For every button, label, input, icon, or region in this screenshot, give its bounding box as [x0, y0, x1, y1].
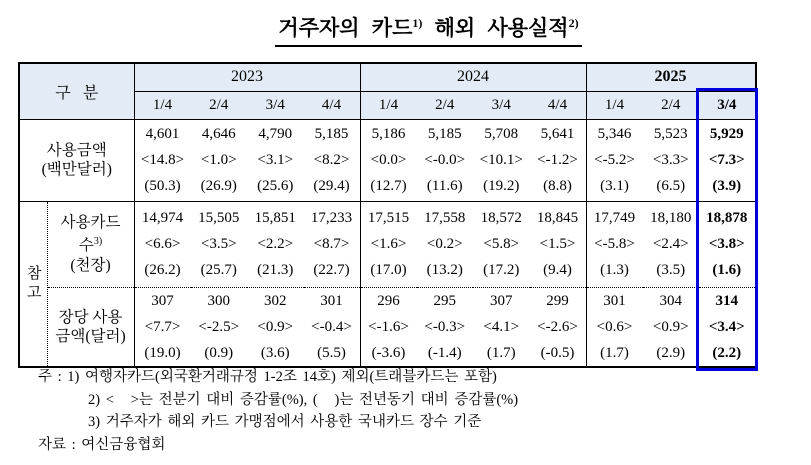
data-cell-2023-4q4: 17,233 <8.7> (22.7): [304, 201, 361, 287]
data-cell-2024-1q4: 296 <-1.6> (-3.6): [360, 287, 417, 367]
year-header-2024: 2024: [360, 63, 586, 91]
data-cell-2025-1q4: 301 <0.6> (1.7): [586, 287, 643, 367]
footnotes: [38, 366, 518, 456]
data-cell-2024-4q4: 299 <-2.6> (-0.5): [537, 292, 578, 361]
data-cell-2023-1q4: 307 <7.7> (19.0): [144, 292, 181, 361]
card-usage-table: [18, 62, 757, 368]
quarter-header-2024-4q4: 4/4: [530, 91, 587, 119]
title-text: 거주자의 카드: [278, 16, 413, 40]
footnote-text: 2) < >는 전분기 대비 증감률(%), ( )는 전년동기 대비 증감률(%): [88, 391, 519, 408]
data-cell-2025-2q4: 304 <0.9> (2.9): [652, 292, 689, 361]
row-label-usage-amount: [19, 119, 134, 201]
table-row-amount-per-card: [19, 287, 756, 367]
source-key: 자료 :: [38, 436, 82, 453]
data-cell-2025-2q4: 18,180 <2.4> (3.5): [643, 201, 700, 287]
data-cell-2024-3q4: 18,572 <5.8> (17.2): [473, 201, 530, 287]
year-header-2023: 2023: [134, 63, 360, 91]
source-text: 여신금융협회: [81, 436, 166, 453]
data-cell-2023-3q4: 15,851 <2.2> (21.3): [247, 201, 304, 287]
data-cell-2024-4q4: 5,641 <-1.2> (8.8): [530, 119, 587, 201]
data-cell-2025-2q4: 5,523 <3.3> (6.5): [643, 119, 700, 201]
footnote-1: [38, 366, 518, 389]
quarter-header-2023-3q4: 3/4: [247, 91, 304, 119]
data-cell-2024-3q4: 307 <4.1> (1.7): [483, 292, 520, 361]
row-label-card-count: [47, 201, 134, 287]
data-cell-2023-3q4: 4,790 <3.1> (25.6): [247, 119, 304, 201]
quarter-header-2025-2q4: 2/4: [643, 91, 700, 119]
quarter-header-2025-1q4: 1/4: [586, 91, 643, 119]
data-cell-2024-2q4: 295 <-0.3> (-1.4): [424, 292, 466, 361]
data-cell-2023-2q4: 4,646 <1.0> (26.9): [191, 119, 248, 201]
data-cell-2024-2q4: 17,558 <0.2> (13.2): [417, 201, 474, 287]
page-title: [275, 12, 581, 47]
data-cell-2025-3q4: 18,878 <3.8> (1.6): [699, 201, 756, 287]
source-line: [38, 434, 518, 457]
quarter-header-2023-1q4: 1/4: [134, 91, 191, 119]
quarter-header-2023-2q4: 2/4: [191, 91, 248, 119]
footnote-text: 3) 거주자가 해외 카드 가맹점에서 사용한 국내카드 장수 기준: [88, 414, 482, 430]
row-label-line: (백만달러): [41, 161, 112, 178]
title-bar: [0, 12, 811, 47]
data-cell-2023-3q4: 302 <0.9> (3.6): [257, 292, 294, 361]
row-label-line: 사용카드: [60, 214, 121, 232]
data-cell-2023-1q4: 4,601 <14.8> (50.3): [134, 119, 191, 201]
data-cell-2025-1q4: 5,346 <-5.2> (3.1): [586, 119, 643, 201]
title-text-2: 해외 사용실적: [422, 16, 569, 40]
title-footnote-ref-1: 1): [412, 16, 423, 30]
data-cell-2025-3q4: 314 <3.4> (2.2): [708, 292, 745, 361]
data-cell-2023-4q4: 5,185 <8.2> (29.4): [304, 119, 361, 201]
data-cell-2024-3q4: 5,708 <10.1> (19.2): [473, 119, 530, 201]
footnote-3: [38, 411, 518, 434]
quarter-header-2023-4q4: 4/4: [304, 91, 361, 119]
row-label-amount-per-card: [47, 287, 134, 367]
row-label-line: 사용금액: [46, 142, 107, 159]
footnote-key: 주 :: [38, 369, 68, 385]
year-header-row: [19, 63, 756, 91]
data-cell-2024-1q4: 5,186 <0.0> (12.7): [360, 119, 417, 201]
data-cell-2025-1q4: 17,749 <-5.8> (1.3): [586, 201, 643, 287]
quarter-header-2024-3q4: 3/4: [473, 91, 530, 119]
table-row-usage-amount: [19, 119, 756, 201]
row-label-line: 금액(달러): [55, 327, 126, 345]
footnote-text: 1) 여행자카드(외국환거래규정 1-2조 14호) 제외(트래블카드는 포함): [67, 369, 497, 385]
stats-table-wrap: [18, 62, 757, 368]
column-header-gubun: 구 분: [19, 63, 134, 119]
year-header-2025: 2025: [586, 63, 756, 91]
data-cell-2023-4q4: 301 <-0.4> (5.5): [311, 292, 352, 361]
table-row-card-count: [19, 201, 756, 287]
row-label-line: 수$^{3)}$: [78, 236, 103, 255]
row-label-line: 장당 사용: [58, 308, 123, 326]
footnote-2: [38, 389, 518, 412]
quarter-header-2024-2q4: 2/4: [417, 91, 474, 119]
data-cell-2023-2q4: 300 <-2.5> (0.9): [198, 292, 240, 361]
row-label-line: (천장): [70, 256, 111, 274]
row-group-label-reference: 참고: [19, 201, 47, 367]
title-footnote-ref-2: 2): [568, 16, 579, 30]
label-footnote-ref-3: 3): [93, 236, 103, 248]
data-cell-2025-3q4: 5,929 <7.3> (3.9): [699, 119, 756, 201]
data-cell-2024-1q4: 17,515 <1.6> (17.0): [360, 201, 417, 287]
quarter-header-2025-3q4: 3/4: [699, 91, 756, 119]
data-cell-2023-2q4: 15,505 <3.5> (25.7): [191, 201, 248, 287]
data-cell-2023-1q4: 14,974 <6.6> (26.2): [134, 201, 191, 287]
data-cell-2024-4q4: 18,845 <1.5> (9.4): [530, 201, 587, 287]
data-cell-2024-2q4: 5,185 <-0.0> (11.6): [417, 119, 474, 201]
quarter-header-2024-1q4: 1/4: [360, 91, 417, 119]
